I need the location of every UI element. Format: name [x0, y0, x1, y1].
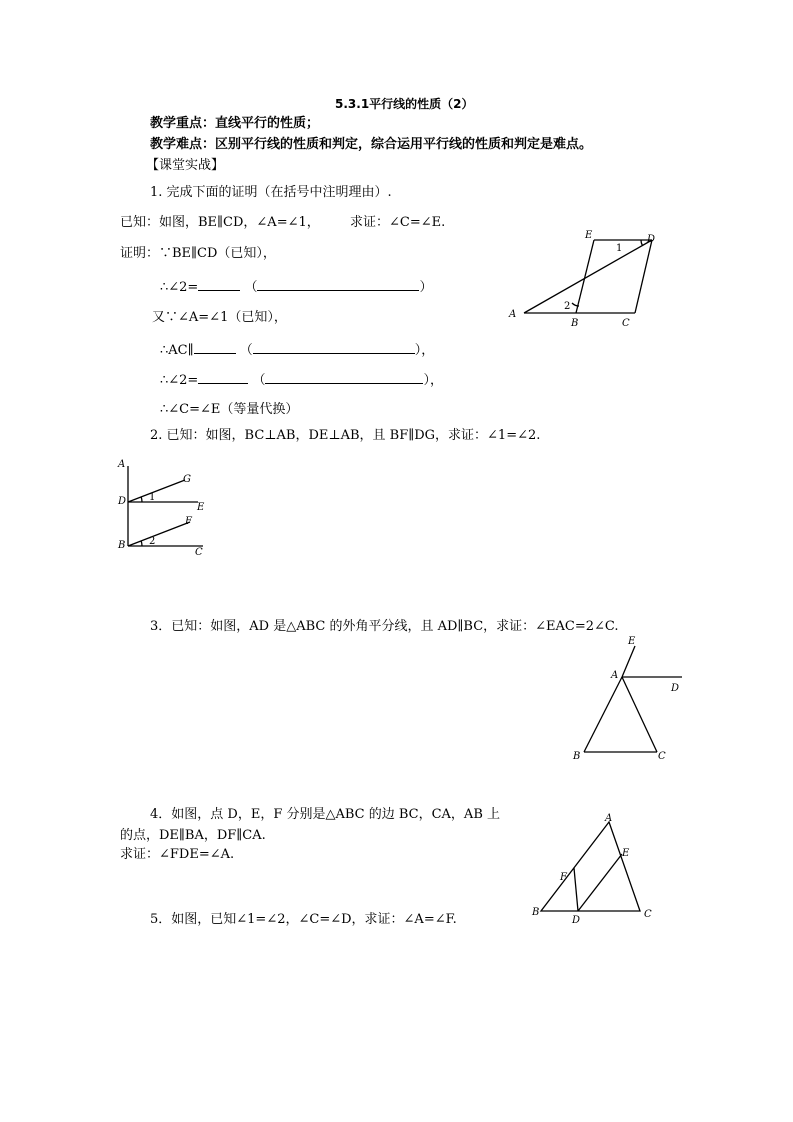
label-E: E: [628, 636, 636, 647]
label-B: B: [118, 540, 126, 551]
label-C: C: [658, 751, 666, 762]
label-A: A: [611, 670, 619, 681]
segment-EB: [576, 240, 594, 313]
figure-1: [500, 225, 670, 335]
label-C: C: [644, 909, 652, 920]
label-E: E: [622, 848, 630, 859]
problem-5-text: 5．如图，已知∠1=∠2，∠C=∠D，求证：∠A=∠F.: [150, 912, 457, 927]
step-5-reason-blank[interactable]: [265, 371, 423, 384]
label-D: D: [118, 496, 127, 507]
label-angle-2: 2: [564, 301, 571, 312]
segment-AB: [584, 677, 622, 752]
label-G: G: [183, 474, 191, 485]
label-angle-1: 1: [149, 492, 156, 503]
label-B: B: [571, 318, 579, 329]
step-5-text: ∴∠2=: [160, 373, 199, 388]
step-4-blank[interactable]: [194, 341, 236, 354]
problem-4-line-1: 4．如图，点 D，E，F 分别是△ABC 的边 BC，CA，AB 上: [150, 807, 501, 822]
problem-4-line-2: 的点，DE∥BA，DF∥CA.: [120, 828, 266, 843]
label-B: B: [573, 751, 581, 762]
step-4-open-paren: （: [239, 343, 253, 358]
segment-DE: [578, 854, 622, 911]
angle-1-arc: [641, 240, 642, 246]
problem-1-step-3: 又∵∠A=∠1（已知），: [152, 310, 287, 325]
problem-4-line-3: 求证：∠FDE=∠A.: [120, 847, 235, 862]
figure-3: [570, 630, 690, 765]
label-D: D: [671, 683, 680, 694]
step-2-reason-blank[interactable]: [257, 278, 419, 291]
step-2-blank[interactable]: [198, 278, 240, 291]
segment-AC: [622, 677, 657, 752]
label-E: E: [585, 230, 593, 241]
problem-1-step-2: [160, 278, 433, 296]
segment-DC: [635, 240, 652, 313]
step-2-open-paren: （: [244, 280, 258, 295]
step-5-blank[interactable]: [198, 371, 248, 384]
figure-2: [115, 458, 225, 558]
segment-FD: [574, 868, 578, 911]
label-C: C: [195, 547, 203, 558]
label-D: D: [647, 234, 656, 245]
label-F: F: [560, 872, 567, 883]
step-5-open-paren: （: [252, 373, 266, 388]
label-angle-2: 2: [149, 536, 156, 547]
problem-1-step-6: ∴∠C=∠E（等量代换）: [160, 402, 299, 417]
problem-1-step-1: 证明：∵BE∥CD（已知），: [120, 246, 276, 261]
label-F: F: [185, 516, 192, 527]
teaching-focus: 教学重点：直线平行的性质；: [150, 116, 320, 131]
label-D: D: [572, 915, 581, 926]
label-A: A: [118, 459, 126, 470]
problem-3-text: 3．已知：如图，AD 是△ABC 的外角平分线，且 AD∥BC，求证：∠EAC=2∠C.: [150, 619, 619, 634]
label-B: B: [532, 907, 540, 918]
angle-2-arc: [141, 541, 142, 546]
problem-1-given: 已知：如图，BE∥CD，∠A=∠1，: [120, 215, 320, 230]
teaching-difficulty: 教学难点：区别平行线的性质和判定，综合运用平行线的性质和判定是难点。: [150, 137, 593, 152]
page-title: 5.3.1平行线的性质（2）: [335, 97, 474, 111]
figure-4: [528, 810, 658, 925]
problem-1-to-prove: 求证：∠C=∠E.: [350, 215, 446, 230]
problem-1-step-5: [160, 371, 443, 389]
label-C: C: [622, 318, 630, 329]
segment-AD: [524, 240, 652, 313]
angle-1-arc: [141, 497, 142, 502]
problem-1-step-4: [160, 341, 434, 359]
segment-DG: [128, 480, 185, 502]
step-5-close-paren: ），: [423, 373, 443, 388]
problem-1-prompt: 1. 完成下面的证明（在括号中注明理由）.: [150, 185, 392, 200]
label-A: A: [509, 309, 517, 320]
section-heading: 【课堂实战】: [146, 158, 225, 173]
segment-AE: [622, 646, 635, 677]
problem-2-text: 2. 已知：如图，BC⊥AB，DE⊥AB，且 BF∥DG，求证：∠1=∠2.: [150, 428, 541, 443]
label-angle-1: 1: [616, 243, 623, 254]
segment-BF: [128, 522, 190, 546]
triangle-ABC: [541, 822, 640, 911]
step-4-reason-blank[interactable]: [253, 341, 415, 354]
label-A: A: [605, 813, 613, 824]
step-2-text: ∴∠2=: [160, 280, 199, 295]
step-4-close-paren: ），: [414, 343, 435, 358]
label-E: E: [197, 502, 205, 513]
step-2-close-paren: ）: [419, 280, 433, 295]
step-4-text: ∴AC∥: [160, 343, 194, 358]
